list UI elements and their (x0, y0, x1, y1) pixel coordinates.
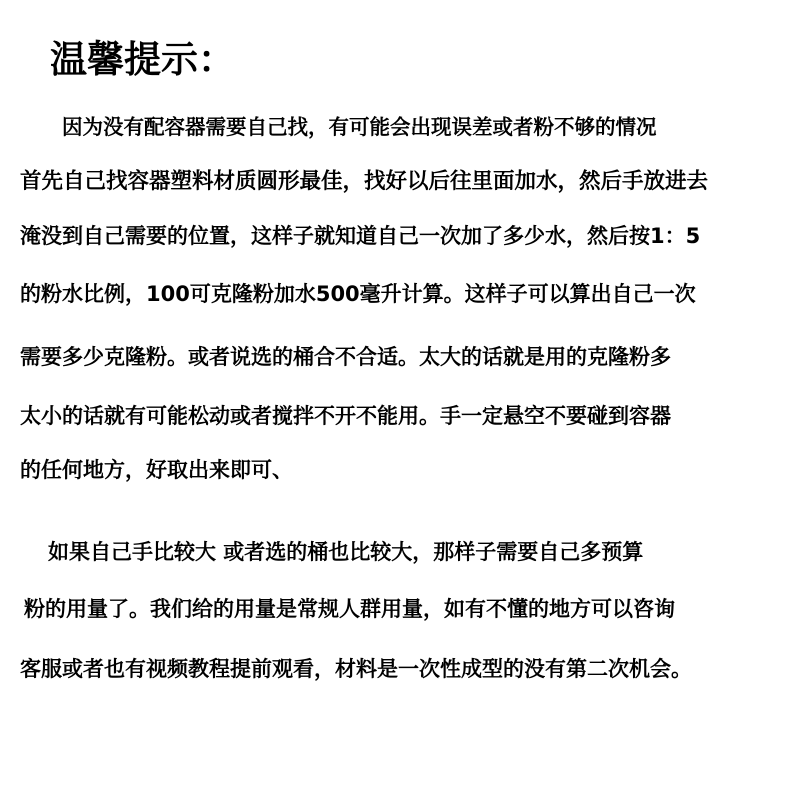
paragraph-2-line-1: 如果自己手比较大 或者选的桶也比较大，那样子需要自己多预算 (48, 540, 644, 564)
notice-title: 温馨提示： (50, 38, 235, 81)
paragraph-1-line-2: 首先自己找容器塑料材质圆形最佳，找好以后往里面加水，然后手放进去 (20, 169, 709, 194)
paragraph-1-line-3: 淹没到自己需要的位置，这样子就知道自己一次加了多少水，然后按1：5 (20, 224, 701, 248)
paragraph-1-line-6: 太小的话就有可能松动或者搅拌不开不能用。手一定悬空不要碰到容器 (20, 404, 671, 428)
paragraph-1-line-5: 需要多少克隆粉。或者说选的桶合不合适。太大的话就是用的克隆粉多 (20, 345, 671, 369)
paragraph-1-line-4: 的粉水比例，100可克隆粉加水500毫升计算。这样子可以算出自己一次 (20, 282, 696, 306)
paragraph-1-line-7: 的任何地方，好取出来即可、 (20, 458, 293, 482)
paragraph-2-line-3: 客服或者也有视频教程提前观看，材料是一次性成型的没有第二次机会。 (20, 657, 692, 681)
paragraph-1-line-1: 因为没有配容器需要自己找，有可能会出现误差或者粉不够的情况 (62, 115, 657, 139)
paragraph-2-line-2: 粉的用量了。我们给的用量是常规人群用量，如有不懂的地方可以咨询 (24, 597, 675, 621)
